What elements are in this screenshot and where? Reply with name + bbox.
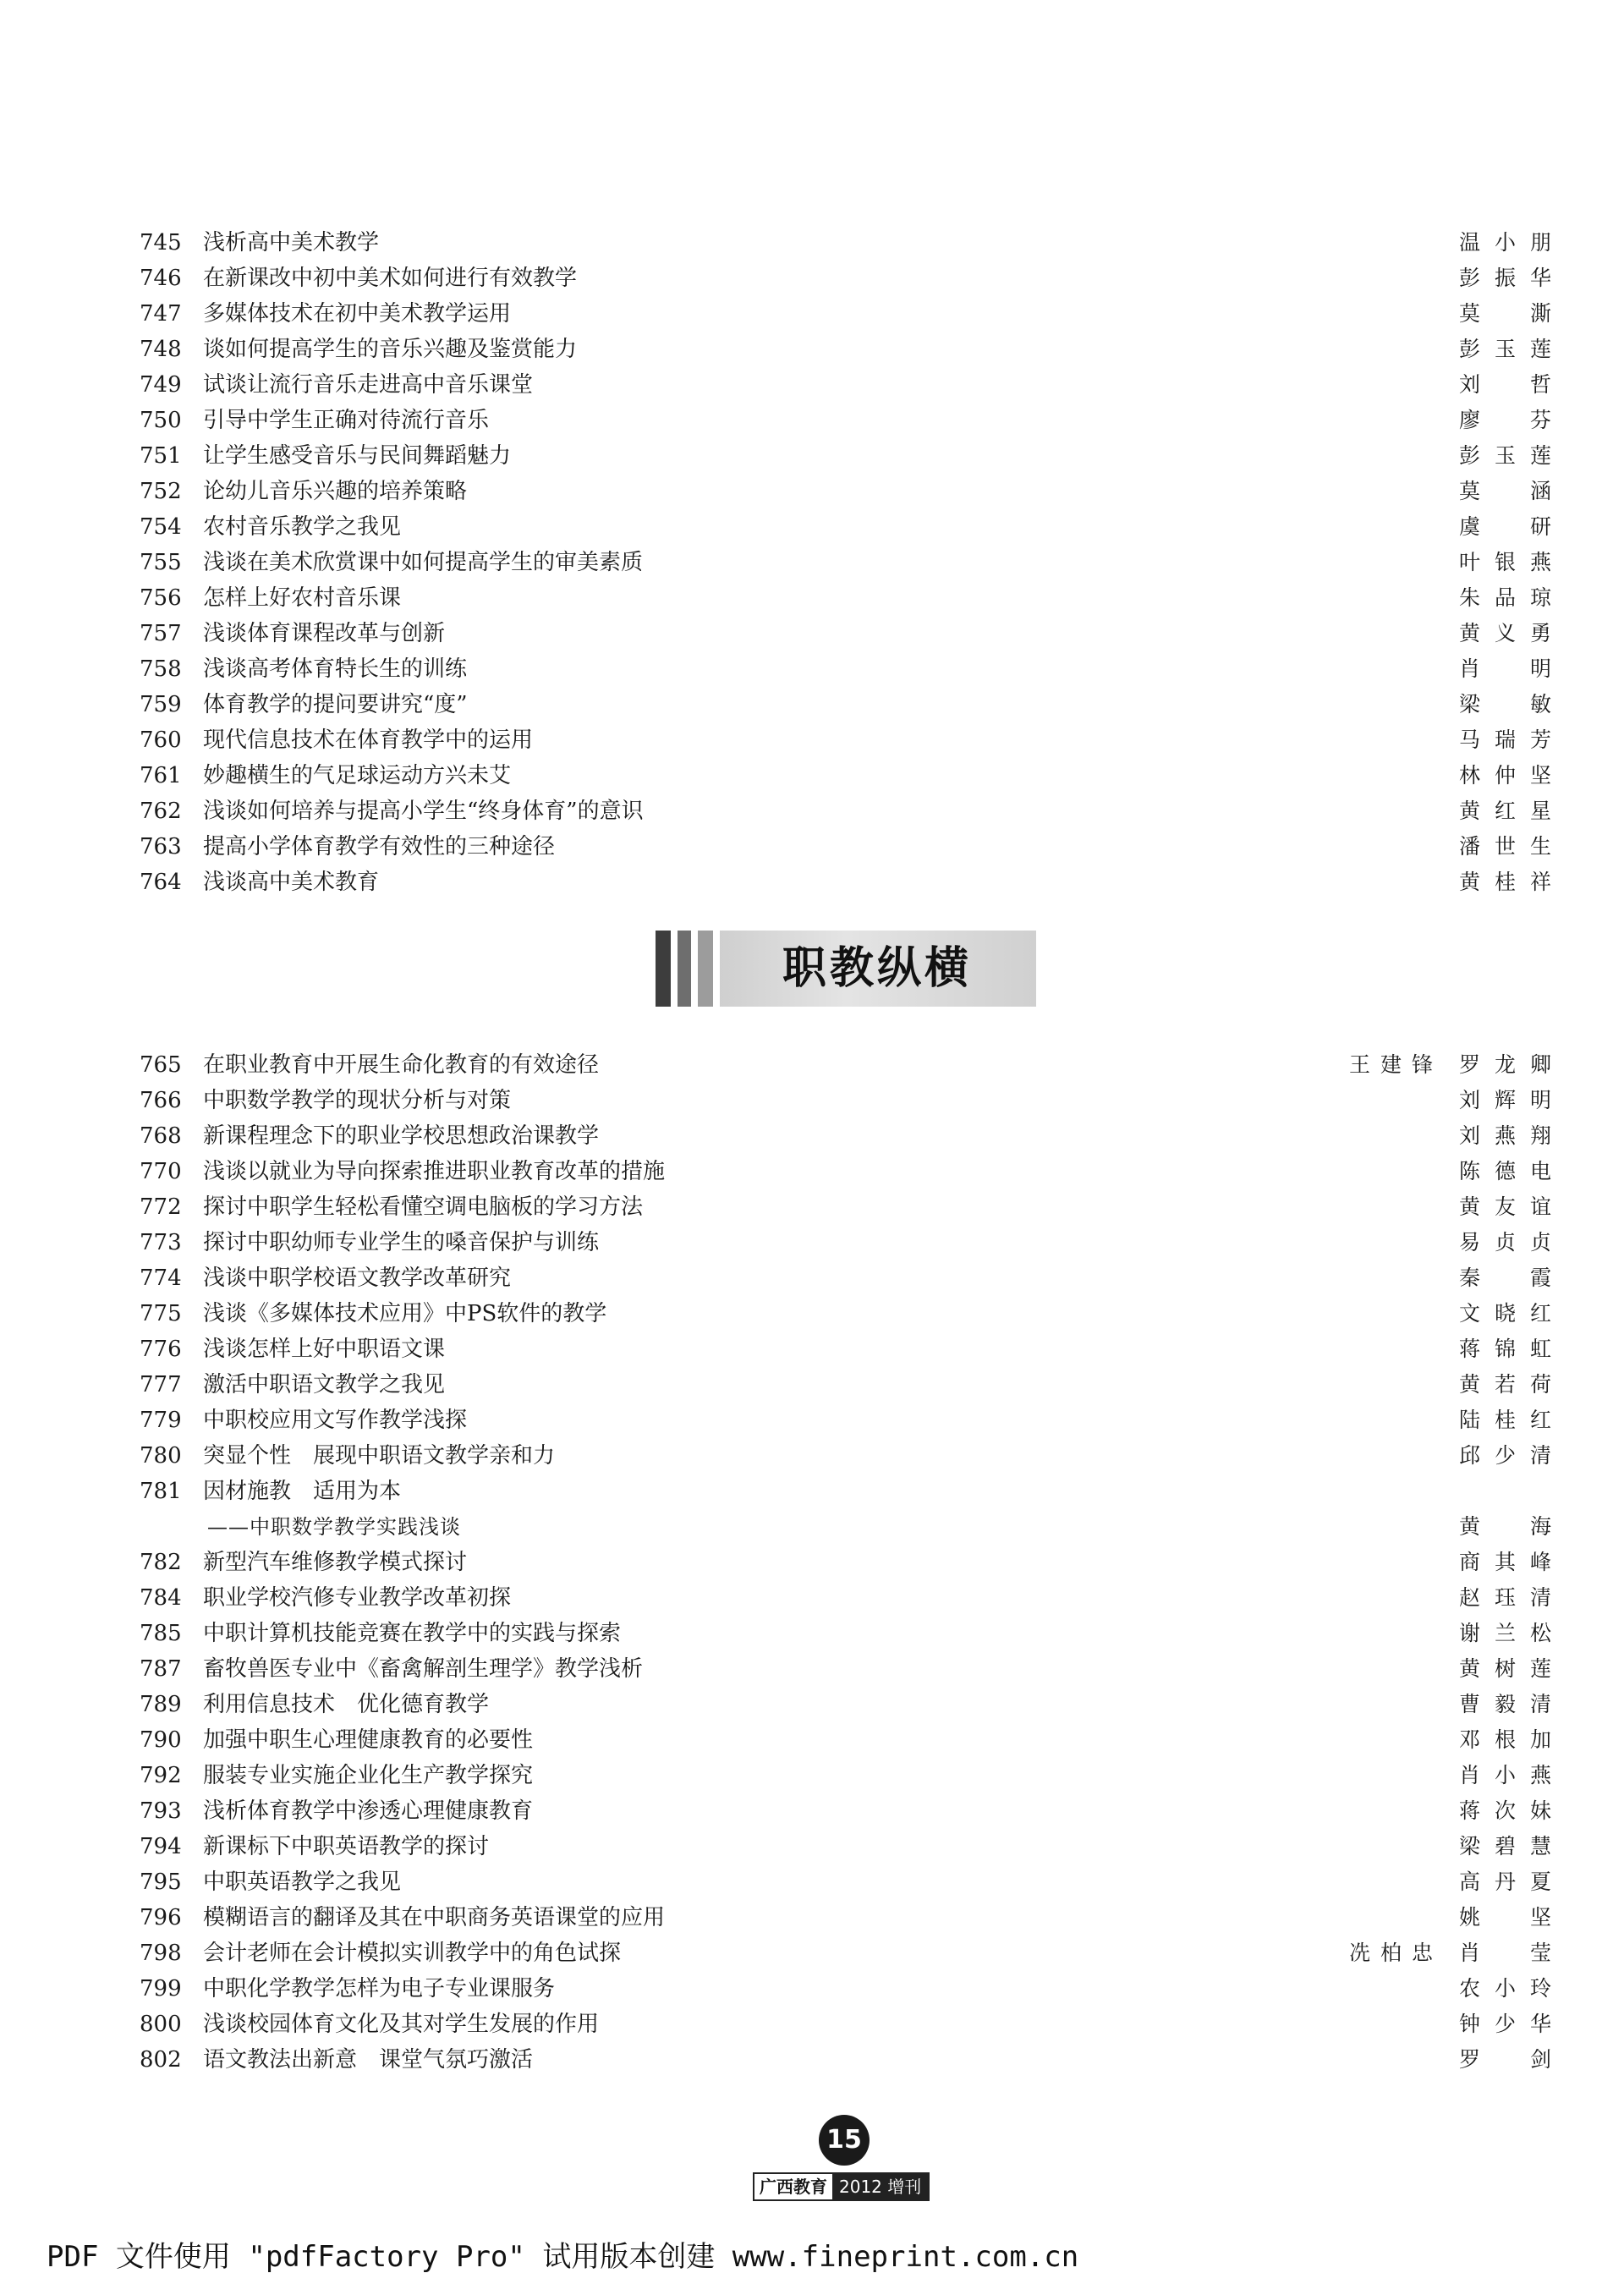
toc-entry-number: 779	[140, 1408, 182, 1433]
toc-entry-number: 751	[140, 443, 182, 469]
section-banner	[656, 931, 1036, 1007]
toc-entry-title: 服装专业实施企业化生产教学探究	[203, 1763, 534, 1788]
toc-entry-title: 引导中学生正确对待流行音乐	[203, 408, 490, 433]
toc-entry-author: 黄若荷	[1459, 1372, 1552, 1397]
toc-entry-number: 782	[140, 1550, 182, 1575]
toc-row	[140, 1900, 1552, 1935]
toc-entry-author: 梁碧慧	[1459, 1834, 1552, 1859]
toc-entry-number: 756	[140, 585, 182, 611]
toc-entry-author: 潘世生	[1459, 834, 1552, 859]
toc-entry-number: 750	[140, 408, 182, 433]
toc-entry-author: 莫 澌	[1459, 301, 1552, 326]
toc-entry-number: 747	[140, 301, 182, 327]
toc-entry-author: 曹毅清	[1459, 1692, 1552, 1716]
toc-entry-author: 黄义勇	[1459, 621, 1552, 645]
toc-entry-number: 770	[140, 1159, 182, 1184]
toc-entry-number: 777	[140, 1372, 182, 1397]
toc-entry-number: 754	[140, 514, 182, 540]
toc-entry-number: 787	[140, 1656, 182, 1682]
toc-row	[140, 1971, 1552, 2007]
toc-row	[140, 1864, 1552, 1900]
toc-entry-author: 邓根加	[1459, 1727, 1552, 1752]
toc-entry-author: 马瑞芳	[1459, 727, 1552, 752]
toc-entry-author: 莫 涵	[1459, 479, 1552, 503]
toc-entry-number: 762	[140, 799, 182, 824]
toc-entry-title: 浅谈高考体育特长生的训练	[203, 656, 468, 682]
toc-entry-author: 林仲坚	[1459, 763, 1552, 788]
toc-entry-title: 浅谈高中美术教育	[203, 870, 380, 895]
toc-row	[140, 1616, 1552, 1651]
toc-entry-number: 773	[140, 1230, 182, 1255]
toc-entry-author: 商其峰	[1459, 1550, 1552, 1574]
toc-entry-author: 廖 芬	[1459, 408, 1552, 432]
toc-row	[140, 474, 1552, 509]
toc-entry-author: 秦 霞	[1459, 1266, 1552, 1290]
page-number-badge: 15	[819, 2115, 870, 2166]
toc-entry-number: 761	[140, 763, 182, 788]
toc-entry-number: 748	[140, 337, 182, 362]
toc-row	[140, 1367, 1552, 1403]
toc-entry-title: 新课标下中职英语教学的探讨	[203, 1834, 490, 1859]
toc-entry-title: 新课程理念下的职业学校思想政治课教学	[203, 1123, 600, 1149]
toc-entry-title: 会计老师在会计模拟实训教学中的角色试探	[203, 1941, 622, 1966]
toc-row	[140, 1438, 1552, 1474]
toc-entry-number: 785	[140, 1621, 182, 1646]
toc-entry-number: 802	[140, 2047, 182, 2073]
toc-entry-title: 试谈让流行音乐走进高中音乐课堂	[203, 372, 534, 398]
toc-entry-author: 朱品琼	[1459, 585, 1552, 610]
toc-row	[140, 225, 1552, 261]
toc-entry-number: 745	[140, 230, 182, 255]
pdf-watermark-note: PDF 文件使用 "pdfFactory Pro" 试用版本创建 www.fineprint.com.cn	[47, 2240, 1079, 2274]
toc-entry-author: 彭玉莲	[1459, 443, 1552, 468]
toc-row	[140, 651, 1552, 687]
toc-section-vocational	[140, 1047, 1552, 2078]
toc-entry-number: 757	[140, 621, 182, 646]
toc-entry-number: 799	[140, 1976, 182, 2001]
banner-stripe	[656, 931, 671, 1007]
toc-entry-number: 796	[140, 1905, 182, 1930]
toc-entry-title: 加强中职生心理健康教育的必要性	[203, 1727, 534, 1753]
toc-entry-title: 怎样上好农村音乐课	[203, 585, 402, 611]
toc-entry-number: 798	[140, 1941, 182, 1966]
toc-entry-title: 浅谈校园体育文化及其对学生发展的作用	[203, 2012, 600, 2037]
toc-row	[140, 1083, 1552, 1118]
magazine-name: 广西教育	[754, 2174, 832, 2199]
toc-entry-author: 邱少清	[1459, 1443, 1552, 1468]
toc-entry-title: 浅谈在美术欣赏课中如何提高学生的审美素质	[203, 550, 644, 575]
toc-entry-author: 温小朋	[1459, 230, 1552, 255]
toc-row	[140, 580, 1552, 616]
toc-entry-number: 766	[140, 1088, 182, 1113]
toc-entry-author: 文晓红	[1459, 1301, 1552, 1326]
toc-entry-title: 模糊语言的翻译及其在中职商务英语课堂的应用	[203, 1905, 666, 1930]
toc-row	[140, 367, 1552, 403]
toc-entry-title: 体育教学的提问要讲究“度”	[203, 692, 468, 717]
magazine-issue: 2012 增刊	[832, 2174, 928, 2199]
toc-entry-title: 浅谈《多媒体技术应用》中PS软件的教学	[203, 1301, 607, 1326]
toc-entry-subtitle: ——中职数学教学实践浅谈	[207, 1515, 461, 1539]
toc-row	[140, 1545, 1552, 1580]
toc-entry-number: 752	[140, 479, 182, 504]
toc-entry-author: 黄红星	[1459, 799, 1552, 823]
toc-entry-title: 农村音乐教学之我见	[203, 514, 402, 540]
toc-entry-author: 陈德电	[1459, 1159, 1552, 1183]
toc-entry-number: 760	[140, 727, 182, 753]
toc-entry-number: 793	[140, 1798, 182, 1824]
toc-entry-title: 浅谈中职学校语文教学改革研究	[203, 1266, 512, 1291]
toc-entry-title: 中职化学教学怎样为电子专业课服务	[203, 1976, 556, 2001]
toc-entry-title: 探讨中职幼师专业学生的嗓音保护与训练	[203, 1230, 600, 1255]
toc-row	[140, 1758, 1552, 1793]
toc-row	[140, 1580, 1552, 1616]
toc-entry-author: 刘 哲	[1459, 372, 1552, 397]
toc-row	[140, 438, 1552, 474]
toc-entry-number: 781	[140, 1479, 182, 1504]
toc-entry-number: 749	[140, 372, 182, 398]
toc-entry-author: 赵珏清	[1459, 1585, 1552, 1610]
toc-entry-author: 黄友谊	[1459, 1194, 1552, 1219]
toc-entry-author: 蒋次妹	[1459, 1798, 1552, 1823]
toc-row	[140, 1403, 1552, 1438]
toc-row	[140, 1829, 1552, 1864]
toc-entry-author: 叶银燕	[1459, 550, 1552, 574]
toc-row	[140, 2042, 1552, 2078]
toc-row	[140, 829, 1552, 865]
toc-entry-number: 780	[140, 1443, 182, 1469]
toc-entry-author: 彭振华	[1459, 266, 1552, 290]
toc-entry-number: 759	[140, 692, 182, 717]
toc-row	[140, 1722, 1552, 1758]
toc-entry-author: 高丹夏	[1459, 1869, 1552, 1894]
toc-entry-number: 784	[140, 1585, 182, 1611]
toc-entry-number: 790	[140, 1727, 182, 1753]
toc-entry-title: 因材施教 适用为本	[203, 1479, 402, 1504]
toc-entry-number: 774	[140, 1266, 182, 1291]
toc-entry-number: 775	[140, 1301, 182, 1326]
toc-entry-number: 746	[140, 266, 182, 291]
toc-entry-number: 772	[140, 1194, 182, 1220]
toc-row	[140, 1474, 1552, 1509]
toc-row	[140, 1296, 1552, 1331]
toc-entry-title: 浅析体育教学中渗透心理健康教育	[203, 1798, 534, 1824]
toc-entry-author: 虞 研	[1459, 514, 1552, 539]
toc-entry-author: 肖小燕	[1459, 1763, 1552, 1787]
toc-entry-title: 中职计算机技能竞赛在教学中的实践与探索	[203, 1621, 622, 1646]
toc-row	[140, 2007, 1552, 2042]
toc-entry-number: 789	[140, 1692, 182, 1717]
toc-entry-title: 新型汽车维修教学模式探讨	[203, 1550, 468, 1575]
toc-entry-title: 在新课改中初中美术如何进行有效教学	[203, 266, 578, 291]
toc-entry-author: 易贞贞	[1459, 1230, 1552, 1255]
toc-entry-number: 763	[140, 834, 182, 859]
toc-row	[140, 687, 1552, 722]
toc-entry-coauthor: 冼柏忠	[1349, 1941, 1434, 1965]
toc-entry-title: 探讨中职学生轻松看懂空调电脑板的学习方法	[203, 1194, 644, 1220]
toc-entry-number: 764	[140, 870, 182, 895]
toc-entry-title: 谈如何提高学生的音乐兴趣及鉴赏能力	[203, 337, 578, 362]
toc-row	[140, 296, 1552, 332]
toc-entry-title: 职业学校汽修专业教学改革初探	[203, 1585, 512, 1611]
toc-entry-title: 妙趣横生的气足球运动方兴未艾	[203, 763, 512, 788]
toc-entry-title: 浅谈怎样上好中职语文课	[203, 1337, 446, 1362]
toc-entry-number: 758	[140, 656, 182, 682]
toc-entry-author: 谢兰松	[1459, 1621, 1552, 1645]
toc-entry-title: 多媒体技术在初中美术教学运用	[203, 301, 512, 327]
toc-entry-title: 畜牧兽医专业中《畜禽解剖生理学》教学浅析	[203, 1656, 644, 1682]
toc-entry-author: 刘辉明	[1459, 1088, 1552, 1112]
toc-entry-title: 利用信息技术 优化德育教学	[203, 1692, 490, 1717]
toc-row	[140, 332, 1552, 367]
toc-entry-title: 突显个性 展现中职语文教学亲和力	[203, 1443, 556, 1469]
toc-entry-title: 提高小学体育教学有效性的三种途径	[203, 834, 556, 859]
toc-entry-author: 黄 海	[1459, 1514, 1552, 1539]
toc-entry-number: 795	[140, 1869, 182, 1895]
toc-row	[140, 1154, 1552, 1189]
toc-row	[140, 261, 1552, 296]
toc-entry-title: 中职英语教学之我见	[203, 1869, 402, 1895]
toc-entry-author: 陆桂红	[1459, 1408, 1552, 1432]
toc-entry-title: 论幼儿音乐兴趣的培养策略	[203, 479, 468, 504]
toc-entry-author: 梁 敏	[1459, 692, 1552, 717]
magazine-label	[753, 2172, 930, 2201]
section-title: 职教纵横	[782, 943, 973, 994]
toc-entry-author: 罗 剑	[1459, 2047, 1552, 2072]
toc-entry-author: 刘燕翔	[1459, 1123, 1552, 1148]
toc-entry-author: 钟少华	[1459, 2012, 1552, 2036]
toc-row	[140, 1331, 1552, 1367]
banner-stripe	[698, 931, 713, 1007]
toc-entry-coauthor: 王建锋	[1349, 1052, 1434, 1077]
toc-entry-number: 765	[140, 1052, 182, 1078]
toc-entry-number: 776	[140, 1337, 182, 1362]
toc-entry-title: 让学生感受音乐与民间舞蹈魅力	[203, 443, 512, 469]
toc-row	[140, 509, 1552, 545]
toc-entry-author: 农小玲	[1459, 1976, 1552, 2001]
toc-entry-title: 浅谈体育课程改革与创新	[203, 621, 446, 646]
toc-row	[140, 1260, 1552, 1296]
toc-entry-author: 蒋锦虹	[1459, 1337, 1552, 1361]
toc-entry-author: 黄树莲	[1459, 1656, 1552, 1681]
toc-entry-number: 768	[140, 1123, 182, 1149]
toc-entry-author: 姚 坚	[1459, 1905, 1552, 1930]
toc-entry-title: 中职数学教学的现状分析与对策	[203, 1088, 512, 1113]
banner-stripe	[678, 931, 691, 1007]
toc-entry-title: 浅谈如何培养与提高小学生“终身体育”的意识	[203, 799, 644, 824]
toc-entry-title: 中职校应用文写作教学浅探	[203, 1408, 468, 1433]
toc-entry-author: 彭玉莲	[1459, 337, 1552, 361]
toc-entry-number: 794	[140, 1834, 182, 1859]
toc-entry-title: 现代信息技术在体育教学中的运用	[203, 727, 534, 753]
toc-row	[140, 545, 1552, 580]
toc-row	[140, 616, 1552, 651]
toc-section-arts	[140, 225, 1552, 900]
toc-entry-title: 语文教法出新意 课堂气氛巧激活	[203, 2047, 534, 2073]
toc-row	[140, 1651, 1552, 1687]
toc-row	[140, 1935, 1552, 1971]
toc-entry-author: 黄桂祥	[1459, 870, 1552, 894]
toc-entry-author: 肖 明	[1459, 656, 1552, 681]
toc-row	[140, 1225, 1552, 1260]
toc-entry-number: 800	[140, 2012, 182, 2037]
toc-row	[140, 1793, 1552, 1829]
toc-row	[140, 1118, 1552, 1154]
toc-row	[140, 1687, 1552, 1722]
toc-row	[140, 793, 1552, 829]
toc-row	[140, 865, 1552, 900]
toc-entry-title: 激活中职语文教学之我见	[203, 1372, 446, 1397]
toc-row	[140, 403, 1552, 438]
toc-entry-number: 755	[140, 550, 182, 575]
toc-row	[140, 1189, 1552, 1225]
toc-row	[140, 758, 1552, 793]
toc-row	[140, 1509, 1552, 1545]
toc-row	[140, 722, 1552, 758]
toc-entry-author: 肖 莹	[1459, 1941, 1552, 1965]
toc-entry-title: 在职业教育中开展生命化教育的有效途径	[203, 1052, 600, 1078]
toc-entry-author: 罗龙卿	[1459, 1052, 1552, 1077]
toc-entry-title: 浅析高中美术教学	[203, 230, 380, 255]
toc-entry-title: 浅谈以就业为导向探索推进职业教育改革的措施	[203, 1159, 666, 1184]
toc-entry-number: 792	[140, 1763, 182, 1788]
toc-row	[140, 1047, 1552, 1083]
